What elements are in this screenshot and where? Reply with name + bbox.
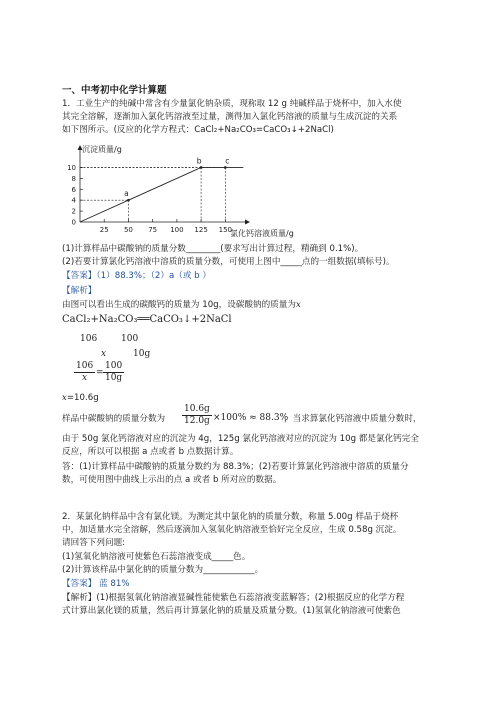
point-label-a: a	[124, 189, 129, 199]
y-tick-label: 8	[71, 174, 76, 183]
point-c	[224, 166, 227, 169]
q2-stem-line-2: 中，加适量水完全溶解，然后逐滴加入氢氧化钠溶液至恰好完全反应，生成 0.58g 沉淀。	[62, 525, 402, 535]
q1-sub-question-1: (1)计算样品中碳酸钠的质量分数________(要求写出计算过程，精确到 0.1%)。	[62, 244, 364, 254]
q1-answer-p4: 数，可使用图中曲线上示出的点 a 或者 b 所对应的数据。	[62, 475, 282, 485]
q2-sub-question-1: (1)氢氧化钠溶液可使紫色石蕊溶液变成_____色。	[62, 552, 251, 562]
precipitate-chart	[60, 138, 320, 240]
x-tick-label: 25	[99, 226, 109, 234]
q1-stem-line-1: 1．工业生产的纯碱中常含有少量氯化钠杂质，现称取 12 g 纯碱样品于烧杯中，加入水使	[62, 99, 402, 109]
chemical-equation: CaCl₂+Na₂CO₃══CaCO₃↓+2NaCl	[62, 314, 232, 325]
q2-sub-question-2: (2)计算该样品中氯化钠的质量分数为____________。	[62, 565, 264, 575]
mass-fraction-line: 样品中碳酸钠的质量分数为	[62, 414, 166, 424]
proportion-left-fraction: $\frac{106}{x}$	[76, 361, 94, 383]
x-tick-label: 75	[148, 226, 158, 234]
section-title: 一、中考初中化学计算题	[62, 85, 167, 96]
y-tick-label: 10	[67, 163, 76, 172]
var-x: x	[295, 300, 301, 310]
unknown-mass-x: x	[101, 349, 107, 359]
molar-mass-na2co3: 106	[80, 334, 98, 344]
mass-fraction-result: ×100% ≈ 88.3%	[213, 413, 289, 423]
q1-stem-line-3: 如下图所示。(反应的化学方程式：CaCl₂+Na₂CO₃=CaCO₃↓+2NaCl)	[62, 125, 334, 135]
mass-fraction-tail: ，当求算氯化钙溶液中质量分数时，	[284, 414, 422, 424]
q2-stem-line-1: 2．某氯化钠样品中含有氯化镁。为测定其中氯化钠的质量分数，称量 5.00g 样品于烧杯	[62, 512, 399, 522]
y-tick-label: 0	[71, 218, 76, 227]
x-tick-label: 125	[194, 226, 208, 234]
y-tick-label: 2	[71, 207, 76, 216]
q2-analysis-line-1: 【解析】(1)根据氢氧化钠溶液显碱性能使紫色石蕊溶液变蓝解答；(2)根据反应的化学方程	[62, 593, 405, 603]
point-a	[127, 199, 130, 202]
y-tick-label: 6	[71, 185, 76, 194]
caco3-mass-10g: 10g	[133, 349, 151, 359]
y-tick-label: 4	[71, 196, 76, 205]
x-tick-label: 100	[170, 226, 184, 234]
q2-answer: 【答案】 蓝 81%	[62, 579, 130, 589]
proportion-right-fraction: $\frac{100}{10g}$	[104, 361, 123, 383]
point-label-c: c	[225, 156, 230, 166]
precipitate-curve	[80, 167, 225, 222]
q1-analysis-line-1: 由图可以看出生成的碳酸钙的质量为 10g，设碳酸钠的质量为x	[62, 300, 301, 310]
equals-sign: =	[96, 368, 104, 378]
x-result: x=10.6g	[62, 393, 99, 403]
y-axis-label: 沉淀质量/g	[82, 145, 122, 154]
q1-analysis-p1: 由于 50g 氯化钙溶液对应的沉淀为 4g，125g 氯化钙溶液对应的沉淀为 10g 都是氯化钙完全	[62, 434, 419, 444]
q1-answer: 【答案】（1）88.3%；（2）a（或 b ）	[62, 271, 211, 281]
q1-stem-line-2: 其完全溶解，逐渐加入氯化钙溶液至过量，测得加入氯化钙溶液的质量与生成沉淀的关系	[62, 112, 398, 122]
q1-answer-p3: 答：(1)计算样品中碳酸钠的质量分数约为 88.3%；(2)若要计算氯化钙溶液中溶质的质量分	[62, 462, 409, 472]
q1-sub-question-2: (2)若要计算氯化钙溶液中溶质的质量分数，可使用上图中_____点的一组数据(填标号)。	[62, 257, 395, 267]
q2-stem-line-3: 请回答下列问题:	[62, 538, 126, 548]
x-tick-label: 150	[218, 226, 232, 234]
q2-analysis-line-2: 式计算出氯化镁的质量，然后再计算氯化钠的质量及质量分数。(1)氢氧化钠溶液可使紫色	[62, 606, 401, 616]
mass-fraction-fraction: $\frac{10.6g}{12.0g}$	[184, 404, 210, 426]
point-label-b: b	[196, 156, 202, 166]
molar-mass-caco3: 100	[121, 334, 139, 344]
q1-analysis-tag: 【解析】	[62, 286, 97, 296]
x-tick-label: 50	[123, 226, 133, 234]
q1-analysis-p2: 反应，所以可以根据 a 点或者 b 点数据计算。	[62, 447, 239, 457]
x-axis-arrow	[245, 220, 250, 225]
x-axis-label: 氯化钙溶液质量/g	[230, 229, 294, 238]
